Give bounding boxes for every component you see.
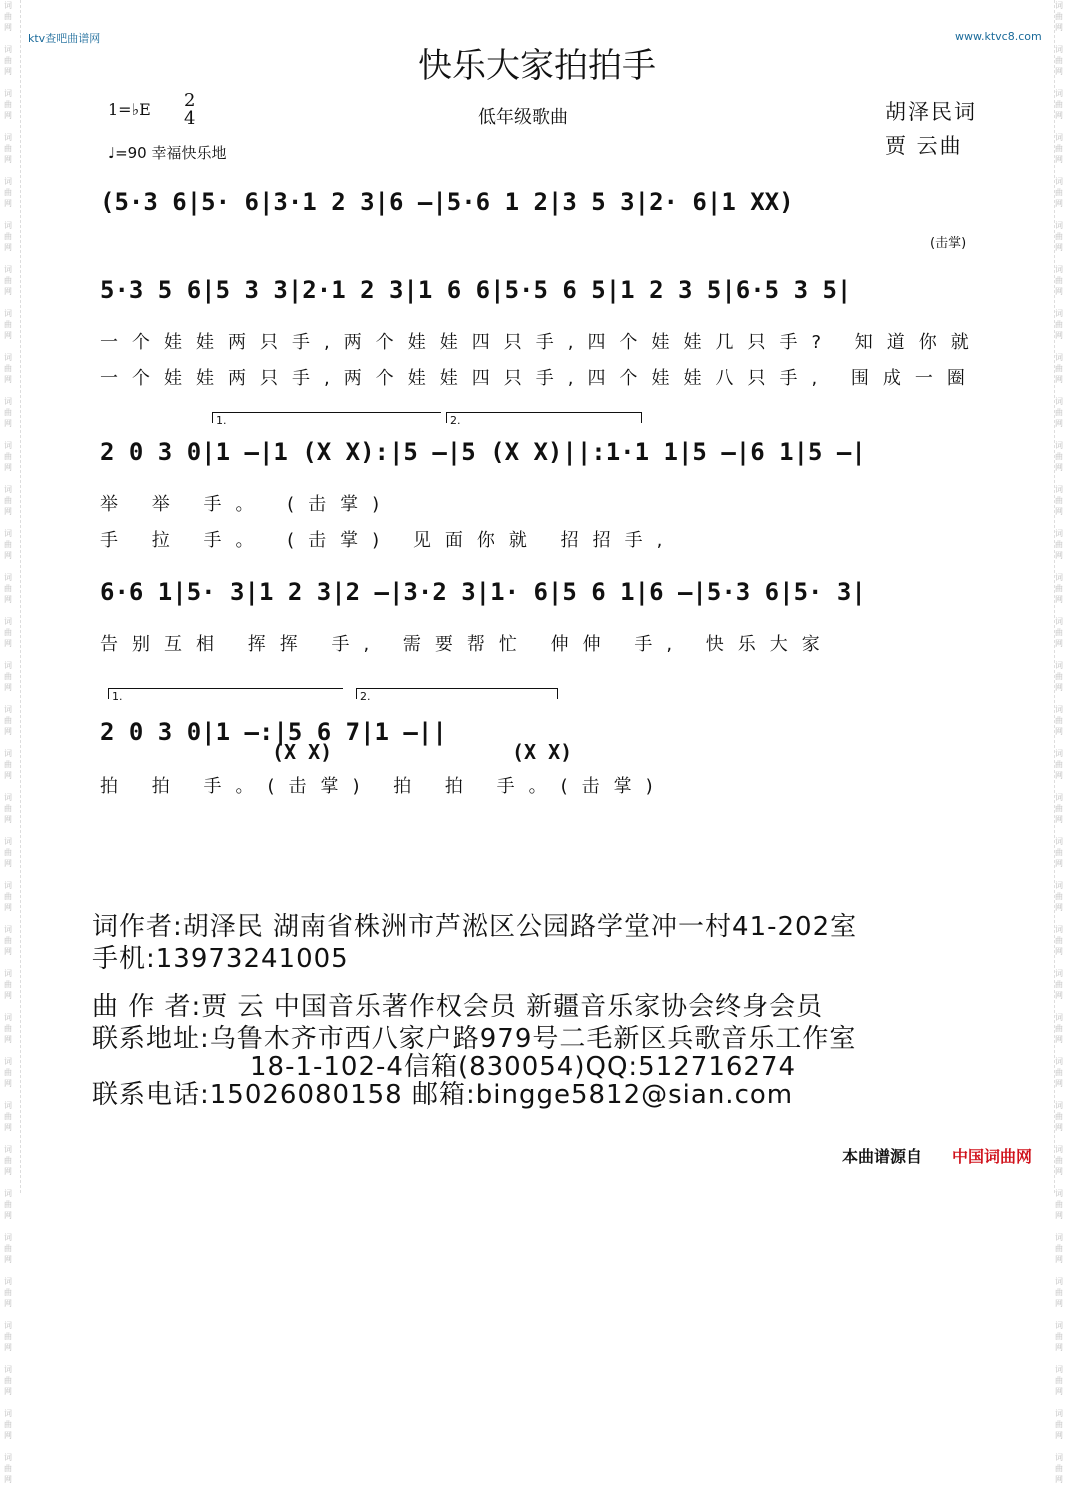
source-watermark-right[interactable]: www.ktvc8.com [955, 30, 1042, 43]
volta-bracket-final-2 [356, 688, 558, 699]
key-signature: 1=♭E [108, 100, 151, 119]
volta-label-final-1: 1. [112, 690, 123, 703]
volta-label-1: 1. [216, 414, 227, 427]
composer-mailbox: 18-1-102-4信箱(830054)QQ:512716274 [250, 1052, 797, 1082]
clap-x-pair-2: (X X) [512, 740, 573, 764]
lyric-row-2-verse-1: 一个娃娃两只手,两个娃娃四只手,四个娃娃几只手? 知道你就 [100, 332, 983, 353]
volta-bracket-2 [446, 412, 642, 423]
lyricist-credit: 胡泽民词 [885, 100, 977, 124]
volta-bracket-final-1 [108, 688, 343, 699]
time-signature [184, 92, 195, 128]
volta-label-final-2: 2. [360, 690, 371, 703]
score-row-2-notes: 5·3 5 6|5 3 3|2·1 2 3|1 6 6|5·5 6 5|1 2 3 5|6·5 3 5| [100, 276, 852, 304]
genre-label: 低年级歌曲 [478, 107, 568, 128]
composer-contact: 联系电话:15026080158 邮箱:bingge5812@sian.com [92, 1080, 794, 1110]
song-title: 快乐大家拍拍手 [418, 46, 656, 86]
clap-x-pair-1: (X X) [272, 740, 333, 764]
lyric-row-2-verse-2: 一个娃娃两只手,两个娃娃四只手,四个娃娃八只手, 围成一圈 [100, 368, 979, 389]
score-row-5-notes: 2 0 3 0|1 –:|5 6 7|1 –|| [100, 718, 447, 746]
source-label: 本曲谱源自 [842, 1147, 923, 1166]
lyricist-info: 词作者:胡泽民 湖南省株洲市芦淞区公园路学堂冲一村41-202室 [92, 912, 858, 942]
clap-note: (击掌) [930, 236, 967, 251]
volta-bracket-1 [212, 412, 441, 423]
lyricist-phone: 手机:13973241005 [92, 944, 349, 974]
meter-bottom: 4 [184, 108, 196, 129]
tempo-marking: ♩=90 幸福快乐地 [108, 144, 227, 162]
score-row-4-notes: 6·6 1|5· 3|1 2 3|2 –|3·2 3|1· 6|5 6 1|6 –|5·3 6|5· 3| [100, 578, 866, 606]
composer-credit: 贾 云曲 [885, 134, 963, 158]
composer-info: 曲 作 者:贾 云 中国音乐著作权会员 新疆音乐家协会终身会员 [92, 992, 824, 1022]
composer-address: 联系地址:乌鲁木齐市西八家户路979号二毛新区兵歌音乐工作室 [92, 1024, 857, 1054]
lyric-row-3-verse-2: 手 拉 手。 (击掌) 见面你就 招招手, [100, 530, 677, 551]
lyric-row-4: 告别互相 挥挥 手, 需要帮忙 伸伸 手, 快乐大家 [100, 634, 834, 655]
left-watermark-strip: 词 曲 网 词 曲 网 词 曲 网 词 曲 网 词 曲 网 词 曲 网 词 曲 网 词 曲 网 词 曲 网 词 曲 网 词 曲 网 词 曲 网 词 曲 网 词 曲 网 词 曲 网 词 曲 网 词 曲 网 词 曲 网 词 曲 网 词 曲 网 词 曲 网 词 曲 网 词 曲 网 词 曲 网 词 曲 网 词 曲 网 词 曲 网 词 曲 网 词 曲 网 词 曲 网 词 曲 网 词 曲 网 词 曲 网 词 曲 网 [4, 0, 21, 1193]
meter-top: 2 [184, 90, 196, 111]
volta-label-2: 2. [450, 414, 461, 427]
right-watermark-strip: 词 曲 网 词 曲 网 词 曲 网 词 曲 网 词 曲 网 词 曲 网 词 曲 网 词 曲 网 词 曲 网 词 曲 网 词 曲 网 词 曲 网 词 曲 网 词 曲 网 词 曲 网 词 曲 网 词 曲 网 词 曲 网 词 曲 网 词 曲 网 词 曲 网 词 曲 网 词 曲 网 词 曲 网 词 曲 网 词 曲 网 词 曲 网 词 曲 网 词 曲 网 词 曲 网 词 曲 网 词 曲 网 词 曲 网 词 曲 网 [1054, 0, 1071, 1193]
source-site-link[interactable]: 中国词曲网 [952, 1147, 1033, 1166]
score-row-3-notes: 2 0 3 0|1 –|1 (X X):|5 –|5 (X X)||:1·1 1|5 –|6 1|5 –| [100, 438, 866, 466]
lyric-row-5: 拍 拍 手。(击掌) 拍 拍 手。(击掌) [100, 776, 667, 797]
lyric-row-3-verse-1: 举 举 手。 (击掌) [100, 494, 394, 515]
score-row-1-notes: (5·3 6|5· 6|3·1 2 3|6 –|5·6 1 2|3 5 3|2· 6|1 XX) [100, 188, 794, 216]
source-watermark-left[interactable]: ktv查吧曲谱网 [28, 32, 101, 45]
